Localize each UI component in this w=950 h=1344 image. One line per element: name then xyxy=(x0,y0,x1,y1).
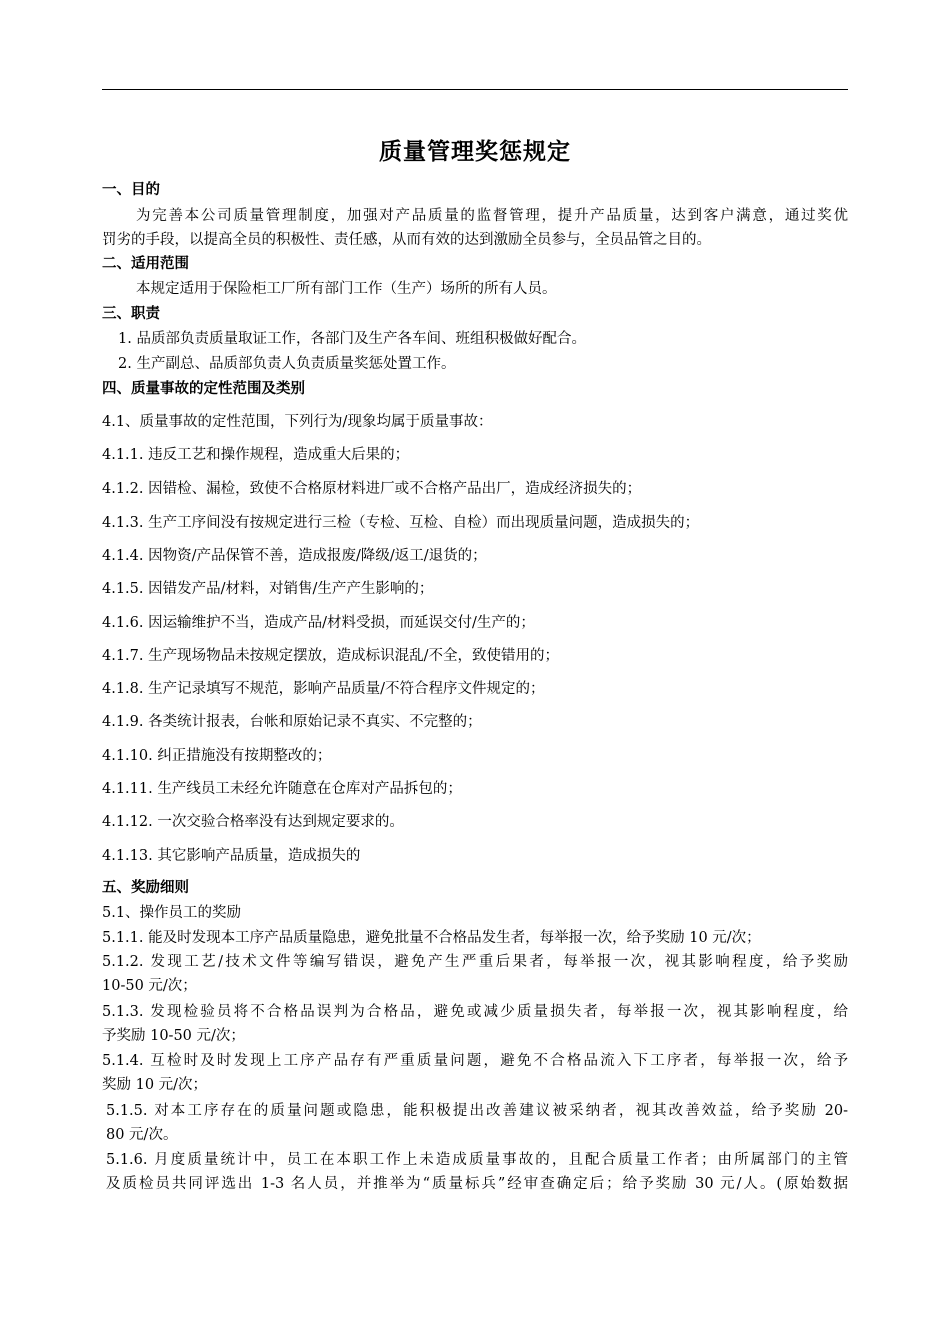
section-4-heading: 四、质量事故的定性范围及类别 xyxy=(102,381,305,397)
section-2-para: 本规定适用于保险柜工厂所有部门工作（生产）场所的所有人员。 xyxy=(136,281,557,297)
incident-item: 4.1.11. 生产线员工未经允许随意在仓库对产品拆包的； xyxy=(102,781,462,797)
reward-item-3-line-2: 予奖励 10-50 元/次； xyxy=(102,1028,245,1044)
incident-scope-intro: 4.1、质量事故的定性范围，下列行为/现象均属于质量事故： xyxy=(102,414,493,430)
reward-item-2-line-2: 10-50 元/次； xyxy=(102,978,197,994)
reward-item-4-line-1: 5.1.4. 互检时及时发现上工序产品存有严重质量问题，避免不合格品流入下工序者，每举报一次，给予 xyxy=(102,1053,848,1069)
incident-item: 4.1.13. 其它影响产品质量，造成损失的 xyxy=(102,848,361,864)
reward-item-4-line-2: 奖励 10 元/次； xyxy=(102,1077,208,1093)
reward-item-3-line-1: 5.1.3. 发现检验员将不合格品误判为合格品，避免或减少质量损失者，每举报一次，视其影响程度，给 xyxy=(102,1004,848,1020)
incident-item: 4.1.5. 因错发产品/材料，对销售/生产产生影响的； xyxy=(102,581,434,597)
header-rule xyxy=(102,89,848,90)
section-5-heading: 五、奖励细则 xyxy=(102,880,189,896)
reward-subsection-title: 5.1、操作员工的奖励 xyxy=(102,905,242,921)
reward-item-6-line-2: 及质检员共同评选出 1-3 名人员，并推举为“质量标兵”经审查确定后；给予奖励 30 元/人。(原始数据 xyxy=(106,1176,848,1192)
incident-item: 4.1.2. 因错检、漏检，致使不合格原材料进厂或不合格产品出厂，造成经济损失的； xyxy=(102,481,642,497)
section-3-heading: 三、职责 xyxy=(102,306,160,322)
incident-item: 4.1.9. 各类统计报表，台帐和原始记录不真实、不完整的； xyxy=(102,714,482,730)
incident-item: 4.1.7. 生产现场物品未按规定摆放，造成标识混乱/不全，致使错用的； xyxy=(102,648,559,664)
reward-item-6-line-1: 5.1.6. 月度质量统计中，员工在本职工作上未造成质量事故的，且配合质量工作者；由所属部门的主管 xyxy=(106,1152,848,1168)
incident-item: 4.1.12. 一次交验合格率没有达到规定要求的。 xyxy=(102,814,404,830)
incident-item: 4.1.6. 因运输维护不当，造成产品/材料受损，而延误交付/生产的； xyxy=(102,615,535,631)
document-title: 质量管理奖惩规定 xyxy=(379,139,571,165)
reward-item-1: 5.1.1. 能及时发现本工序产品质量隐患，避免批量不合格品发生者，每举报一次，给予奖励 10 元/次； xyxy=(102,930,761,946)
section-1-heading: 一、目的 xyxy=(102,182,160,198)
section-2-heading: 二、适用范围 xyxy=(102,256,189,272)
reward-item-2-line-1: 5.1.2. 发现工艺/技术文件等编写错误，避免产生严重后果者，每举报一次，视其影响程度，给予奖励 xyxy=(102,954,848,970)
duty-item-1: 1. 品质部负责质量取证工作，各部门及生产各车间、班组积极做好配合。 xyxy=(118,331,586,347)
section-1-para-line-2: 罚劣的手段，以提高全员的积极性、责任感，从而有效的达到激励全员参与，全员品管之目的。 xyxy=(102,232,711,248)
reward-item-5-line-2: 80 元/次。 xyxy=(106,1127,178,1143)
incident-item: 4.1.1. 违反工艺和操作规程，造成重大后果的； xyxy=(102,447,410,463)
incident-item: 4.1.10. 纠正措施没有按期整改的； xyxy=(102,748,332,764)
section-1-para-line-1: 为完善本公司质量管理制度，加强对产品质量的监督管理，提升产品质量，达到客户满意，通过奖优 xyxy=(136,208,848,224)
duty-item-2: 2. 生产副总、品质部负责人负责质量奖惩处置工作。 xyxy=(118,356,456,372)
incident-item: 4.1.8. 生产记录填写不规范，影响产品质量/不符合程序文件规定的； xyxy=(102,681,545,697)
incident-item: 4.1.4. 因物资/产品保管不善，造成报废/降级/返工/退货的； xyxy=(102,548,487,564)
incident-item: 4.1.3. 生产工序间没有按规定进行三检（专检、互检、自检）而出现质量问题，造成损失的； xyxy=(102,515,700,531)
reward-item-5-line-1: 5.1.5. 对本工序存在的质量问题或隐患，能积极提出改善建议被采纳者，视其改善效益，给予奖励 20- xyxy=(106,1103,848,1119)
